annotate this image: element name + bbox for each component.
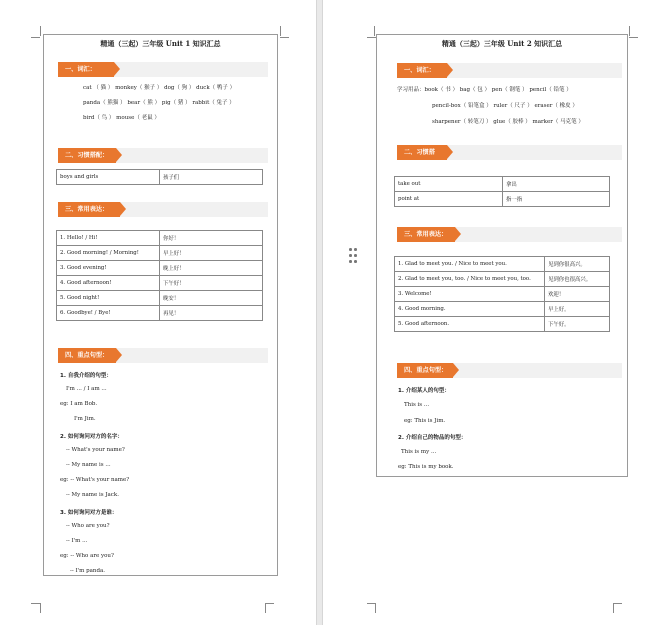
table-cell-en: 6. Goodbye! / Bye! [57, 306, 160, 321]
sentence-line: This is ... [404, 402, 430, 408]
sentence-line: -- Who are you? [66, 523, 110, 529]
table-row [395, 302, 610, 317]
table-cell-cn: 指一指 [503, 192, 610, 207]
table-cell-cn: 拿出 [503, 177, 610, 192]
sentence-line: -- I'm panda. [70, 568, 106, 574]
table-cell-cn: 晚安！ [160, 291, 263, 306]
document-page-2 [376, 34, 628, 477]
section-label-sentences: 四、重点句型： [397, 363, 453, 378]
table-cell-cn: 见到你很高兴。 [545, 257, 610, 272]
table-row [395, 257, 610, 272]
sentence-line: I'm ... / I am ... [66, 386, 107, 392]
sentence-heading: 1. 自我介绍的句型： [60, 373, 112, 379]
section-label-collocations: 二、习惯搭配： [397, 145, 447, 160]
table-cell-cn: 你好！ [160, 231, 263, 246]
crop-mark [629, 26, 630, 36]
crop-mark [280, 37, 289, 38]
crop-mark [613, 603, 614, 613]
table-cell-en: boys and girls [57, 170, 160, 185]
table-cell-cn: 下午好！ [160, 276, 263, 291]
sentence-heading: 2. 如何询问对方的名字： [60, 434, 123, 440]
table-row [57, 276, 263, 291]
table-cell-cn: 晚上好！ [160, 261, 263, 276]
page-title: 精通（三起）三年级 Unit 2 知识汇总 [441, 39, 563, 48]
page-gutter[interactable] [316, 0, 323, 625]
table-row [395, 317, 610, 332]
sentence-line: eg: This is Jim. [404, 418, 446, 424]
page-title: 精通（三起）三年级 Unit 1 知识汇总 [100, 39, 221, 48]
table-cell-en: 4. Good afternoon! [57, 276, 160, 291]
table-row [57, 170, 263, 185]
table-cell-en: 2. Glad to meet you, too. / Nice to meet you, too. [395, 272, 545, 287]
table-cell-en: 3. Welcome! [395, 287, 545, 302]
table-cell-en: 3. Good evening! [57, 261, 160, 276]
crop-mark [367, 37, 376, 38]
section-label-vocab: 一、词汇： [58, 62, 114, 77]
vocab-line: pencil-box（ 铅笔盒 ） ruler（ 尺子 ） eraser（ 橡皮 ） [432, 103, 578, 109]
crop-mark [40, 603, 41, 613]
table-cell-cn: 孩子们 [160, 170, 263, 185]
table-cell-en: 4. Good morning. [395, 302, 545, 317]
vocab-line: sharpener（ 转笔刀 ） glue（ 胶棒 ） marker（ 马克笔 ） [432, 119, 584, 125]
section-label-vocab: 一、词汇： [397, 63, 447, 78]
table-row [57, 261, 263, 276]
expressions-table [394, 256, 610, 332]
crop-mark [280, 26, 281, 36]
sentence-line: -- My name is ... [66, 462, 111, 468]
vocab-line: 学习用品：book（ 书 ） bag（ 包 ） pen（ 钢笔 ） pencil（ 铅笔 ） [397, 87, 572, 93]
collocation-table [56, 169, 263, 185]
table-row [395, 177, 610, 192]
table-cell-cn: 下午好。 [545, 317, 610, 332]
sentence-line: eg: -- Who are you? [60, 553, 114, 559]
crop-mark [613, 603, 622, 604]
table-cell-en: 1. Hello! / Hi! [57, 231, 160, 246]
section-label-expressions: 三、常用表达： [58, 202, 120, 217]
crop-mark [265, 603, 274, 604]
table-row [57, 231, 263, 246]
sentence-heading: 3. 如何询问对方是谁： [60, 510, 118, 516]
table-cell-cn: 欢迎！ [545, 287, 610, 302]
table-cell-en: take out [395, 177, 503, 192]
section-label-collocations: 二、习惯搭配： [58, 148, 116, 163]
table-row [57, 291, 263, 306]
table-row [57, 306, 263, 321]
vocab-line: panda（ 熊猫 ） bear（ 熊 ） pig（ 猪 ） rabbit（ 兔子 ） [83, 100, 235, 106]
table-cell-en: 5. Good night! [57, 291, 160, 306]
table-row [57, 246, 263, 261]
sentence-line: -- I'm ... [66, 538, 88, 544]
sentence-heading: 2. 介绍自己的物品的句型： [398, 435, 467, 441]
table-cell-cn: 见到你也很高兴。 [545, 272, 610, 287]
section-label-sentences: 四、重点句型： [58, 348, 116, 363]
table-row [395, 287, 610, 302]
crop-mark [374, 26, 375, 36]
table-row [395, 192, 610, 207]
crop-mark [31, 603, 40, 604]
sentence-line: eg: This is my book. [398, 464, 454, 470]
sentence-line: -- What's your name? [66, 447, 125, 453]
crop-mark [629, 37, 638, 38]
table-cell-en: 2. Good morning! / Morning! [57, 246, 160, 261]
crop-mark [265, 603, 266, 613]
vocab-line: cat （ 猫 ） monkey（ 猴子 ） dog（ 狗 ） duck（ 鸭子 ） [83, 85, 236, 91]
crop-mark [375, 603, 376, 613]
table-cell-cn: 再见！ [160, 306, 263, 321]
table-cell-en: 1. Glad to meet you. / Nice to meet you. [395, 257, 545, 272]
table-cell-cn: 早上好！ [160, 246, 263, 261]
crop-mark [31, 37, 40, 38]
expressions-table [56, 230, 263, 321]
document-page-1 [43, 34, 278, 576]
crop-mark [40, 26, 41, 36]
sentence-line: eg: -- What's your name? [60, 477, 130, 483]
collocation-table [394, 176, 610, 207]
sentence-heading: 1. 介绍某人的句型： [398, 388, 450, 394]
table-cell-en: 5. Good afternoon. [395, 317, 545, 332]
table-cell-cn: 早上好。 [545, 302, 610, 317]
sentence-line: eg: I am Bob. [60, 401, 98, 407]
sentence-line: -- My name is Jack. [66, 492, 119, 498]
sentence-line: I'm Jim. [74, 416, 96, 422]
table-cell-en: point at [395, 192, 503, 207]
table-row [395, 272, 610, 287]
vocab-line: bird（ 鸟 ） mouse（ 老鼠 ） [83, 115, 160, 121]
section-label-expressions: 三、常用表达： [397, 227, 455, 242]
drag-handle-icon[interactable] [349, 248, 357, 264]
sentence-line: This is my ... [401, 449, 437, 455]
